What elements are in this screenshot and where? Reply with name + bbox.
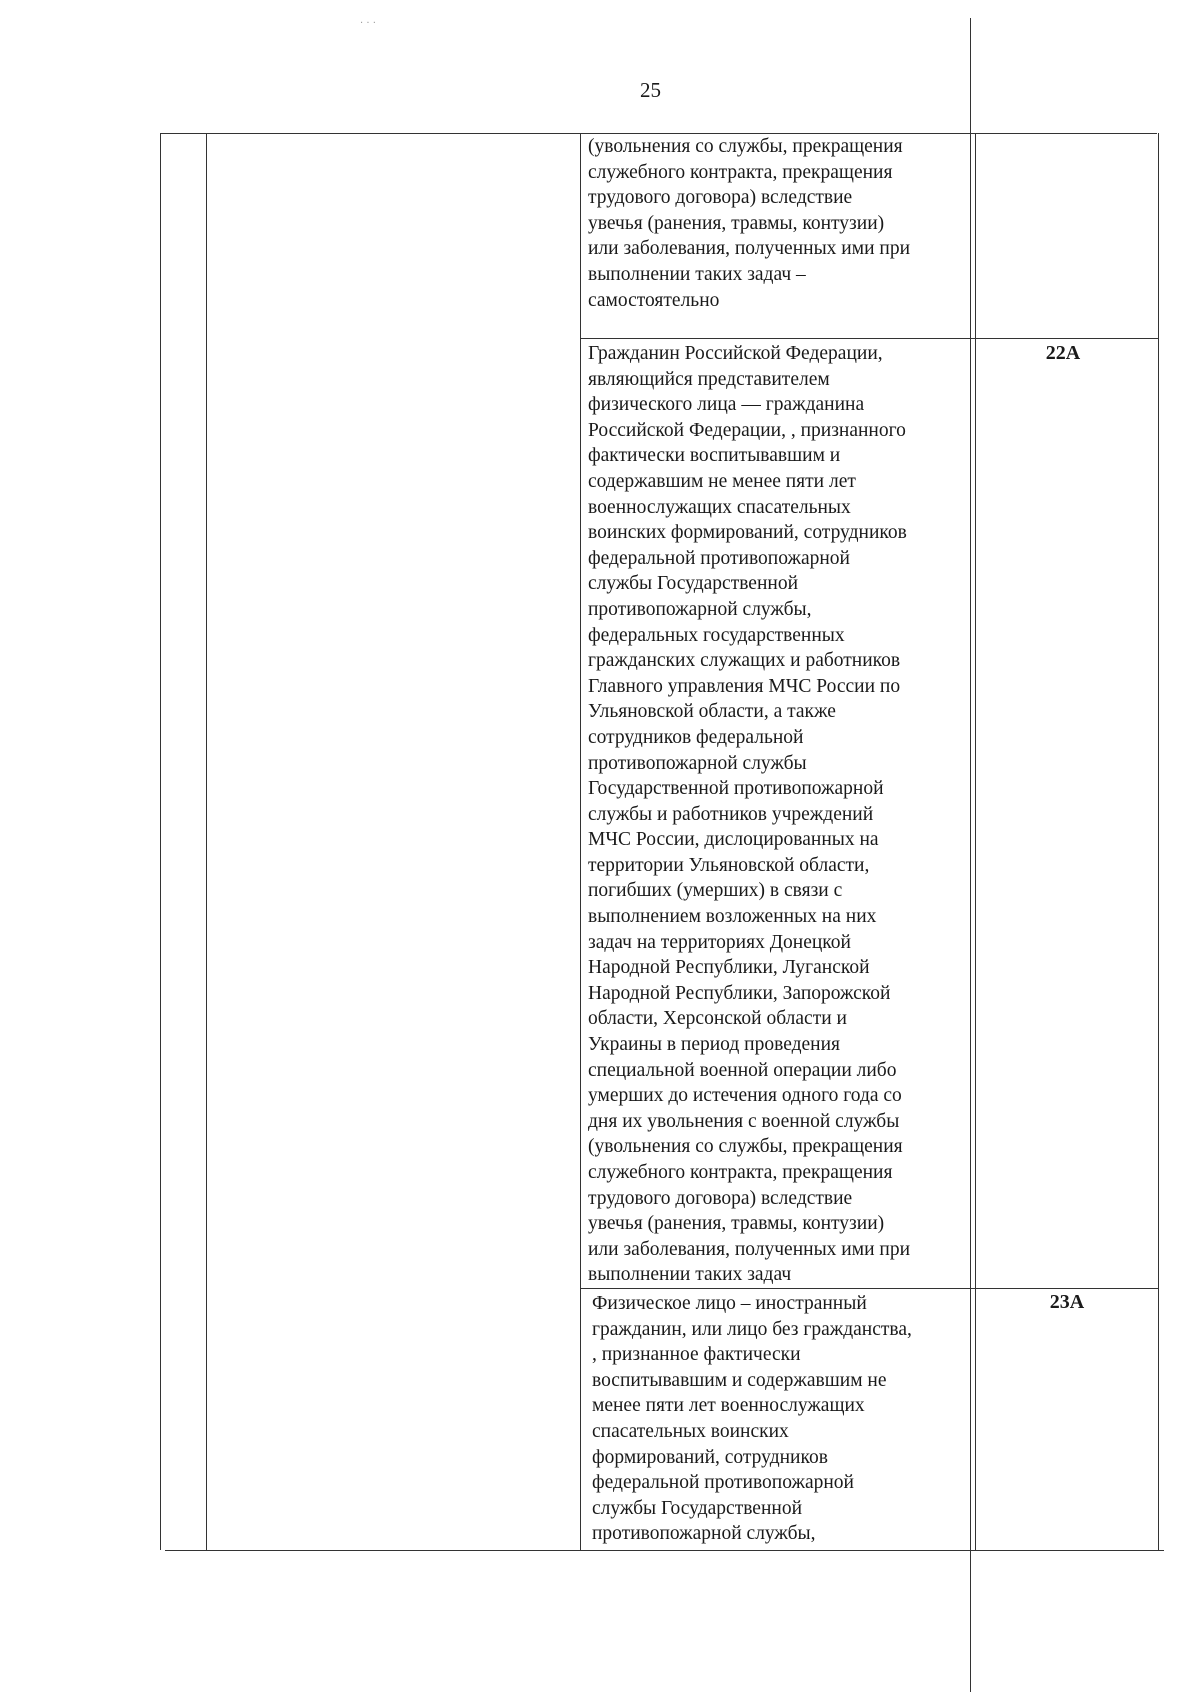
table-right-border (1158, 133, 1159, 1550)
table-bottom-border (165, 1550, 1164, 1551)
table-left-border (160, 133, 161, 1550)
row-separator-2 (580, 1288, 1158, 1289)
table-row-2-text: Гражданин Российской Федерации, являющийся представителем физического лица –– гражданина Российской Федерации, , признанного фактически воспитывавшим и содержавшим не менее пяти лет военнослужащих спасательных воинских формирований, сотрудников федеральной противопожарной службы Государственной противопожарной службы, федеральных государственных гражданских служащих и работников Главного управления МЧС России по Ульяновской области, а также сотрудников федеральной противопожарной службы Государственной противопожарной службы и работников учреждений МЧС России, дислоцированных на территории Ульяновской области, погибших (умерших) в связи с выполнением возложенных на них задач на территориях Донецкой Народной Республики, Луганской Народной Республики, Запорожской области, Херсонской области и Украины в период проведения специальной военной операции либо умерших до истечения одного года со дня их увольнения с военной службы (увольнения со службы, прекращения служебного контракта, прекращения трудового договора) вследствие увечья (ранения, травмы, контузии) или заболевания, полученных ими при выполнении таких задач (588, 343, 911, 1286)
scan-artifact: · · · (360, 18, 376, 29)
table-col-divider-2 (580, 133, 581, 1550)
table-row-3-text: Физическое лицо – иностранный гражданин, или лицо без гражданства, , признанное фактически воспитывавшим и содержавшим не менее пяти лет военнослужащих спасательных воинских формирований, сотрудников федеральной противопожарной службы Государственной противопожарной службы, (592, 1293, 912, 1545)
table-row-3-code: 23А (1049, 1291, 1085, 1313)
table-row-1-text: (увольнения со службы, прекращения служебного контракта, прекращения трудового договора) вследствие увечья (ранения, травмы, контузии) или заболевания, полученных ими при выполнении таких задач – самостоятельно (588, 136, 911, 311)
page-number: 25 (640, 78, 661, 102)
table-row-2-code: 22А (1045, 342, 1081, 364)
row-separator-1 (580, 338, 1158, 339)
table-col-divider-1 (206, 133, 207, 1550)
table-col-divider-3 (975, 133, 976, 1550)
scan-line (970, 18, 971, 1692)
